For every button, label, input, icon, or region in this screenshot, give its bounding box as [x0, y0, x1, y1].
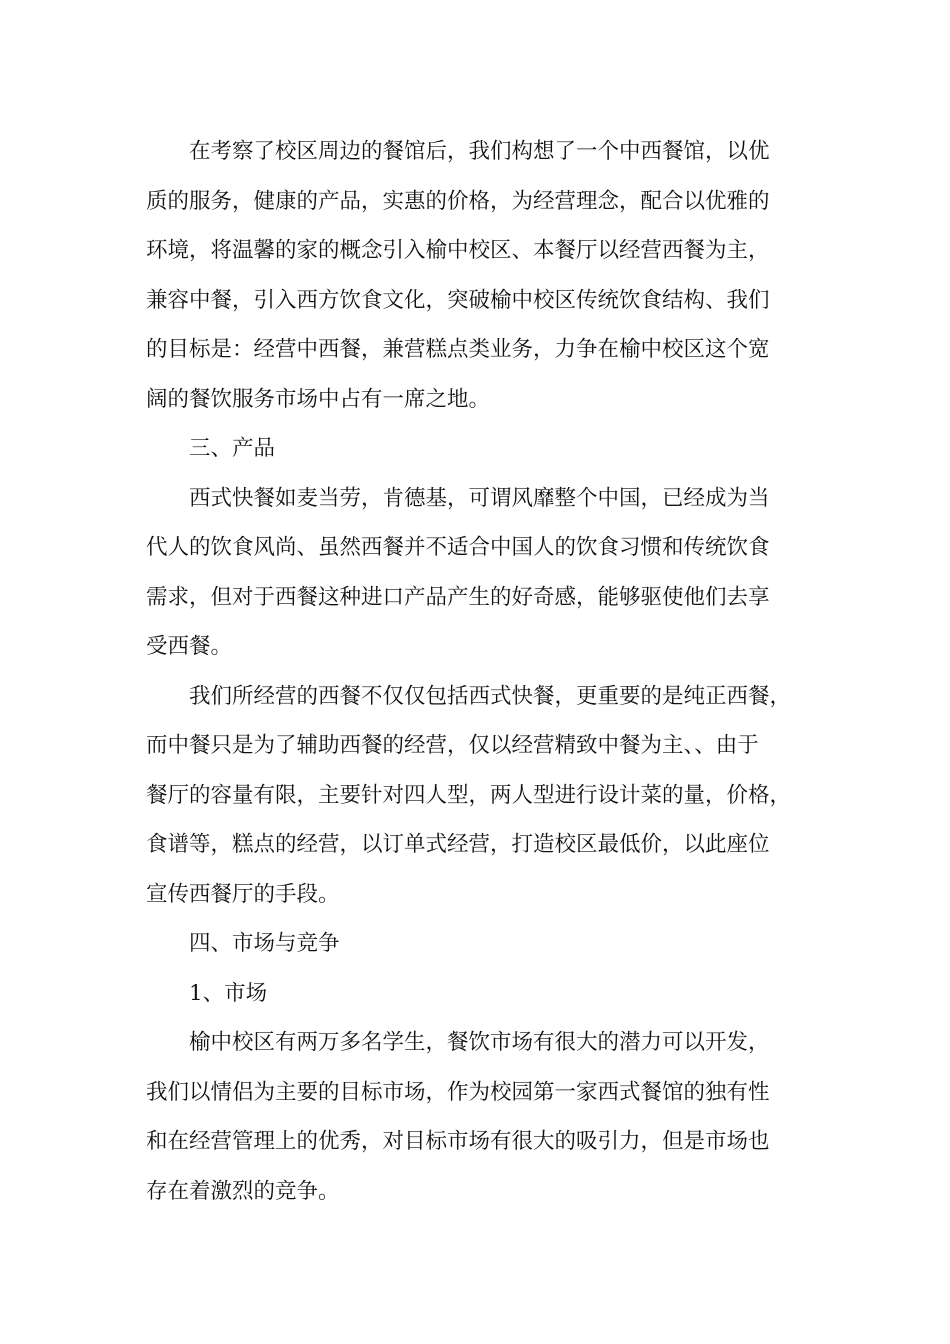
heading-line: 三、产品: [189, 436, 276, 461]
text-line: 质的服务，健康的产品，实惠的价格，为经营理念，配合以优雅的: [146, 188, 770, 214]
text-line: 宣传西餐厅的手段。: [146, 881, 340, 907]
section-heading-market-competition: [146, 919, 806, 969]
text-line: 榆中校区有两万多名学生，餐饮市场有很大的潜力可以开发，: [189, 1030, 770, 1055]
text-line: 西式快餐如麦当劳，肯德基，可谓风靡整个中国，已经成为当: [189, 485, 770, 511]
text-line: 而中餐只是为了辅助西餐的经营，仅以经营精致中餐为主、、由于: [146, 733, 759, 758]
paragraph-western-food: [146, 672, 806, 920]
heading-line: 四、市场与竞争: [189, 931, 340, 956]
text-line: 受西餐。: [146, 634, 233, 659]
paragraph-intro: [146, 127, 806, 424]
text-line: 的目标是：经营中西餐，兼营糕点类业务，力争在榆中校区这个宽: [146, 337, 770, 362]
text-line: 我们以情侣为主要的目标市场，作为校园第一家西式餐馆的独有性: [146, 1079, 770, 1105]
text-line: 环境，将温馨的家的概念引入榆中校区、本餐厅以经营西餐为主，: [146, 238, 770, 263]
text-line: 阔的餐饮服务市场中占有一席之地。: [146, 386, 491, 412]
text-line: 我们所经营的西餐不仅仅包括西式快餐，更重要的是纯正西餐，: [189, 683, 792, 709]
text-line: 食谱等，糕点的经营，以订单式经营，打造校区最低价，以此座位: [146, 832, 770, 857]
text-line: 餐厅的容量有限，主要针对四人型，两人型进行设计菜的量，价格，: [146, 782, 792, 808]
document-body: [146, 127, 806, 1216]
text-line: 存在着激烈的竞争。: [146, 1178, 340, 1204]
section-heading-products: [146, 424, 806, 474]
text-line: 在考察了校区周边的餐馆后，我们构想了一个中西餐馆，以优: [189, 139, 770, 164]
text-line: 代人的饮食风尚、虽然西餐并不适合中国人的饮食习惯和传统饮食: [146, 535, 770, 560]
text-line: 和在经营管理上的优秀，对目标市场有很大的吸引力，但是市场也: [146, 1129, 770, 1154]
heading-line: 1、市场: [189, 980, 268, 1006]
text-line: 需求，但对于西餐这种进口产品产生的好奇感，能够驱使他们去享: [146, 584, 770, 610]
subsection-heading-market: [146, 969, 806, 1019]
paragraph-market: [146, 1018, 806, 1216]
paragraph-fastfood: [146, 474, 806, 672]
text-line: 兼容中餐，引入西方饮食文化，突破榆中校区传统饮食结构、我们: [146, 287, 770, 313]
